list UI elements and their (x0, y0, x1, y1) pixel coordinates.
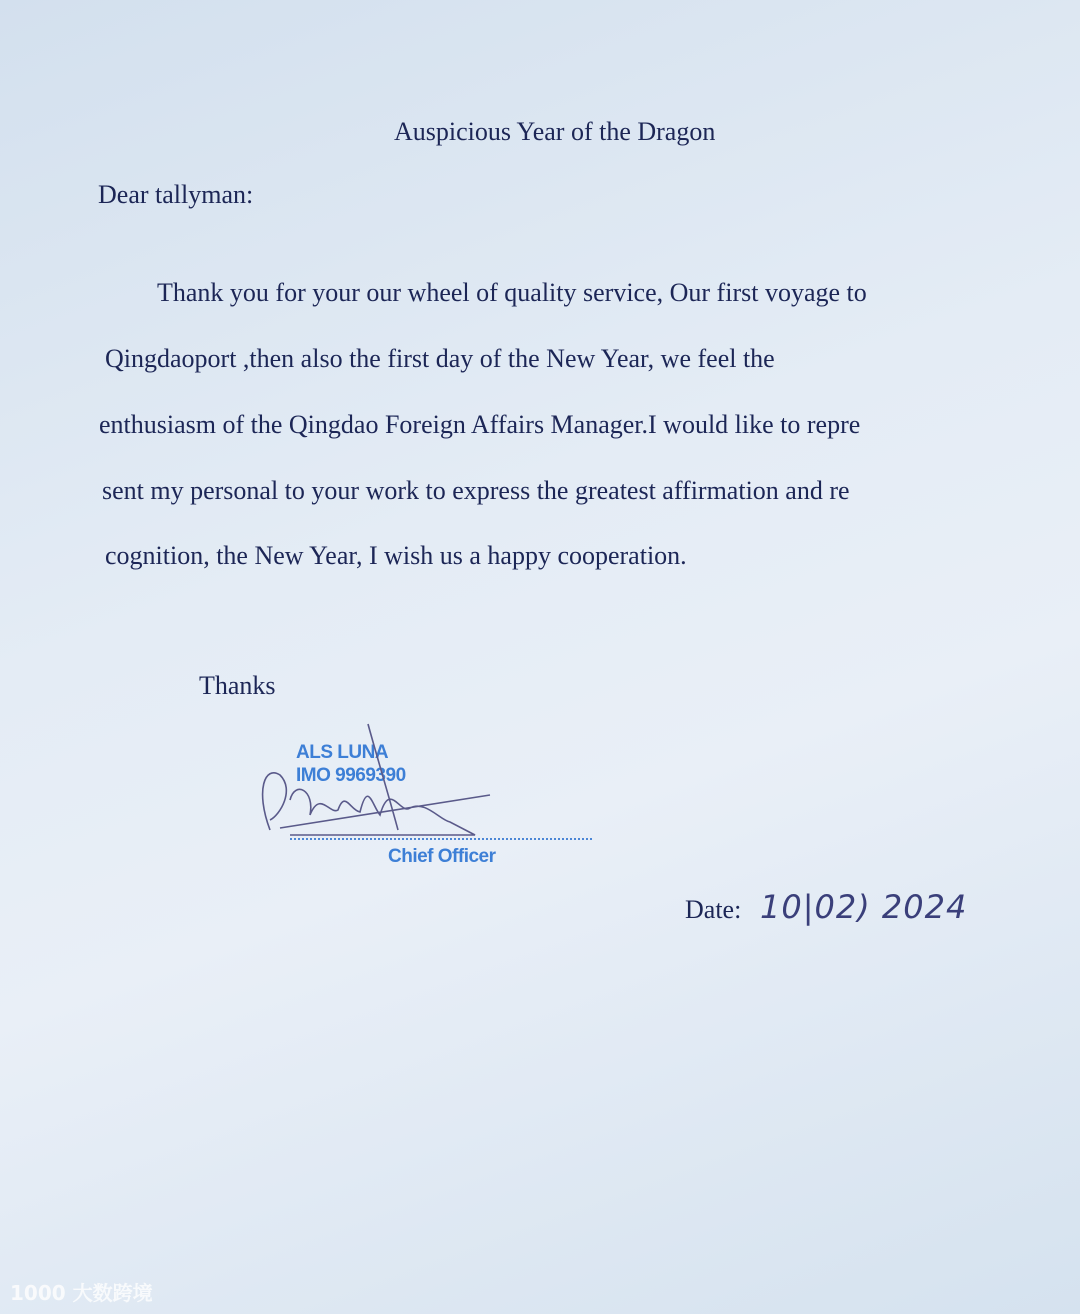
watermark-logo: 1000 大数跨境 (10, 1281, 153, 1305)
stamp-role: Chief Officer (388, 846, 496, 867)
closing: Thanks (199, 671, 276, 700)
body-line: enthusiasm of the Qingdao Foreign Affairs Manager.I would like to repre (99, 410, 861, 439)
stamp-ship-name: ALS LUNA (296, 742, 389, 763)
body-line: Thank you for your our wheel of quality service, Our first voyage to (157, 278, 867, 307)
salutation: Dear tallyman: (98, 180, 254, 209)
body-line: cognition, the New Year, I wish us a happy cooperation. (105, 541, 687, 570)
date-handwritten: 10|02) 2024 (760, 888, 968, 926)
stamp-imo: IMO 9969390 (296, 765, 406, 786)
letter-title: Auspicious Year of the Dragon (394, 117, 716, 146)
body-line: Qingdaoport ,then also the first day of the New Year, we feel the (105, 344, 775, 373)
body-line: sent my personal to your work to express the greatest affirmation and re (102, 476, 850, 505)
date-label: Date: (685, 895, 742, 924)
signature-image (250, 720, 510, 850)
